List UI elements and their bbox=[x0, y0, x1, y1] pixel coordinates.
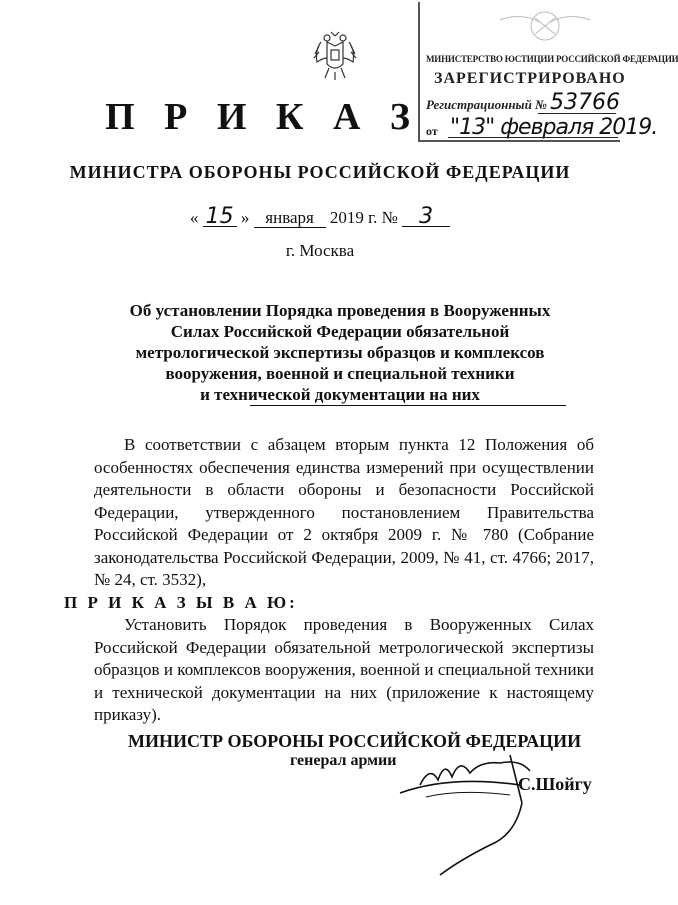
date-open-quote: « bbox=[189, 208, 199, 227]
order-body bbox=[64, 434, 594, 727]
stamp-date: "13" февраля 2019. bbox=[450, 115, 658, 140]
paragraph-1-text: В соответствии с абзацем вторым пункта 12 Положения об особенностях обеспечения единства измерений при осуществлении деятельности в области обороны и безопасности Российской Федерации, утвержденного постановлением Правительства Российской Федерации от 2 октября 2009 г. № 780 (Собрание законодательства Российской Федерации, 2009, № 41, ст. 4766; 2017, № 24, ст. 3532), bbox=[94, 435, 594, 589]
heading-line: и технической документации на них bbox=[200, 385, 480, 404]
order-number-label: № bbox=[381, 208, 398, 227]
signatory-rank: генерал армии bbox=[290, 752, 397, 769]
heading-line: вооружения, военной и специальной техники bbox=[165, 364, 515, 383]
stamp-ministry-line: МИНИСТЕРСТВО ЮСТИЦИИ РОССИЙСКОЙ ФЕДЕРАЦИИ bbox=[426, 54, 678, 64]
double-headed-eagle-icon bbox=[313, 28, 357, 82]
stamp-reg-label: Регистрационный № bbox=[426, 97, 547, 112]
order-word: П Р И К А З Ы В А Ю: bbox=[64, 592, 298, 612]
body-paragraph-2: Установить Порядок проведения в Вооруженных Силах Российской Федерации обязательной метрологической экспертизы образцов и комплексов вооружения, военной и специальной техники и технической документации на них (приложение к настоящему приказу). bbox=[94, 615, 594, 724]
stamp-reg-number: 53766 bbox=[550, 90, 620, 115]
order-number: 3 bbox=[402, 208, 450, 227]
signatory-title: МИНИСТР ОБОРОНЫ РОССИЙСКОЙ ФЕДЕРАЦИИ bbox=[128, 731, 582, 751]
order-heading bbox=[110, 300, 570, 405]
order-dateline bbox=[0, 204, 640, 229]
document-subtitle: МИНИСТРА ОБОРОНЫ РОССИЙСКОЙ ФЕДЕРАЦИИ bbox=[69, 162, 571, 182]
date-month: января bbox=[254, 209, 326, 228]
signatory-name: С.Шойгу bbox=[518, 774, 592, 794]
heading-line: Об установлении Порядка проведения в Вооруженных bbox=[129, 301, 551, 320]
document-title: П Р И К А З bbox=[105, 96, 420, 138]
stamp-registered: ЗАРЕГИСТРИРОВАНО bbox=[434, 70, 626, 87]
stamp-date-label: от bbox=[426, 124, 438, 138]
registration-stamp bbox=[418, 2, 678, 142]
stamp-date-underline bbox=[448, 137, 618, 138]
stamp-emblem-icon bbox=[480, 8, 610, 48]
date-day: 15 bbox=[203, 208, 237, 227]
city: г. Москва bbox=[285, 241, 355, 260]
heading-line: Силах Российской Федерации обязательной bbox=[170, 322, 510, 341]
handwritten-signature bbox=[390, 735, 540, 885]
heading-line: метрологической экспертизы образцов и комплексов bbox=[135, 343, 545, 362]
stamp-reg-underline bbox=[538, 113, 616, 114]
heading-divider bbox=[250, 405, 566, 406]
date-close-quote: » bbox=[240, 208, 250, 227]
body-paragraph-1 bbox=[64, 434, 594, 614]
date-year: 2019 г. bbox=[329, 208, 378, 227]
